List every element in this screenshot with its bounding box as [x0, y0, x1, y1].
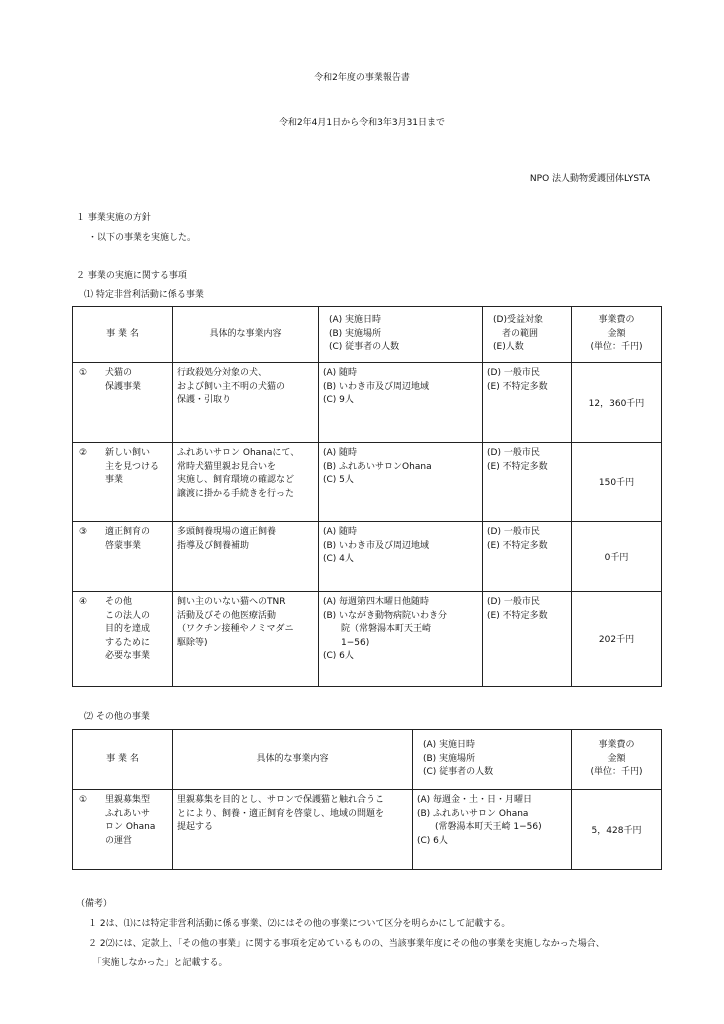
row-number: ① [79, 368, 88, 378]
section1-text: ・以下の事業を実施した。 [88, 233, 197, 243]
row-de: (D) 一般市民 (E) 不特定多数 [483, 592, 572, 687]
row-cost: 5，428千円 [572, 790, 662, 870]
row-de: (D) 一般市民 (E) 不特定多数 [483, 363, 572, 443]
section2-heading: ２ 事業の実施に関する事項 [76, 271, 187, 281]
nonprofit-activities-table [72, 306, 662, 687]
row-abc: (A) 随時 (B) いわき市及び周辺地域 (C) 9人 [319, 363, 483, 443]
organization-name: NPO 法人動物愛護団体LYSTA [529, 174, 650, 184]
subsection2-heading: ⑵ その他の事業 [84, 712, 150, 722]
row-name-cell [73, 790, 173, 870]
table-header-row [73, 307, 662, 363]
row-name-cell [73, 363, 173, 443]
notes-heading: （備考） [76, 899, 113, 909]
row-abc: (A) 随時 (B) いわき市及び周辺地域 (C) 4人 [319, 522, 483, 592]
table-header-row [73, 730, 662, 790]
header-cost: 事業費の 金額 (単位：千円) [572, 730, 662, 790]
other-activities-table [72, 729, 662, 870]
table-row [73, 443, 662, 522]
row-content: 多頭飼養現場の適正飼養 指導及び飼養補助 [173, 522, 319, 592]
row-cost: 12，360千円 [572, 363, 662, 443]
row-content: 行政殺処分対象の犬、 および飼い主不明の犬猫の 保護・引取り [173, 363, 319, 443]
row-de: (D) 一般市民 (E) 不特定多数 [483, 443, 572, 522]
row-name: 新しい飼い 主を見つける 事業 [105, 448, 160, 485]
header-content: 具体的な事業内容 [173, 730, 413, 790]
note-item: 「実施しなかった」と記載する。 [88, 958, 228, 968]
table-row [73, 790, 662, 870]
row-name-cell [73, 443, 173, 522]
header-name: 事 業 名 [73, 730, 173, 790]
document-title: 令和2年度の事業報告書 [314, 73, 410, 83]
report-period: 令和2年4月1日から令和3年3月31日まで [278, 118, 446, 128]
table-row [73, 363, 662, 443]
row-cost: 0千円 [572, 522, 662, 592]
header-de: (D)受益対象 者の範囲 (E)人数 [483, 307, 572, 363]
row-number: ④ [79, 597, 88, 607]
row-abc: (A) 毎週第四木曜日他随時 (B) いながき動物病院いわき分 院（常磐湯本町天王崎 1−56) (C) 6人 [319, 592, 483, 687]
header-abc: (A) 実施日時 (B) 実施場所 (C) 従事者の人数 [319, 307, 483, 363]
row-number: ① [79, 795, 88, 805]
header-cost: 事業費の 金額 (単位：千円) [572, 307, 662, 363]
header-name: 事 業 名 [73, 307, 173, 363]
table-row [73, 592, 662, 687]
row-content: 飼い主のいない猫へのTNR 活動及びその他医療活動 （ワクチン接種やノミマダニ 駆除等) [173, 592, 319, 687]
subsection1-heading: ⑴ 特定非営利活動に係る事業 [84, 290, 204, 300]
row-abc: (A) 毎週金・土・日・月曜日 (B) ふれあいサロン Ohana (常磐湯本町天王崎 1−56) (C) 6人 [413, 790, 572, 870]
row-name: その他 この法人の 目的を達成 するために 必要な事業 [105, 597, 151, 661]
note-item: ２ 2⑵には、定款上、「その他の事業」に関する事項を定めているものの、当該事業年度にその他の事業を実施しなかった場合、 [88, 939, 605, 949]
row-abc: (A) 随時 (B) ふれあいサロンOhana (C) 5人 [319, 443, 483, 522]
row-name-cell [73, 592, 173, 687]
row-cost: 150千円 [572, 443, 662, 522]
row-cost: 202千円 [572, 592, 662, 687]
row-name: 里親募集型 ふれあいサ ロン Ohana の運営 [105, 795, 156, 846]
table-row [73, 522, 662, 592]
row-content: ふれあいサロン Ohanaにて、 常時犬猫里親お見合いを 実施し、飼育環境の確認など 譲渡に掛かる手続きを行った [173, 443, 319, 522]
row-de: (D) 一般市民 (E) 不特定多数 [483, 522, 572, 592]
header-content: 具体的な事業内容 [173, 307, 319, 363]
row-name: 犬猫の 保護事業 [105, 368, 142, 392]
row-number: ② [79, 448, 88, 458]
row-content: 里親募集を目的とし、サロンで保護猫と触れ合うこ とにより、飼養・適正飼育を啓蒙し、地域の問題を 提起する [173, 790, 413, 870]
row-name: 適正飼育の 啓蒙事業 [105, 527, 151, 551]
row-name-cell [73, 522, 173, 592]
note-item: １ 2は、⑴には特定非営利活動に係る事業、⑵にはその他の事業について区分を明らかにして記載する。 [88, 919, 511, 929]
header-abc: (A) 実施日時 (B) 実施場所 (C) 従事者の人数 [413, 730, 572, 790]
section1-heading: １ 事業実施の方針 [76, 213, 151, 223]
row-number: ③ [79, 527, 88, 537]
